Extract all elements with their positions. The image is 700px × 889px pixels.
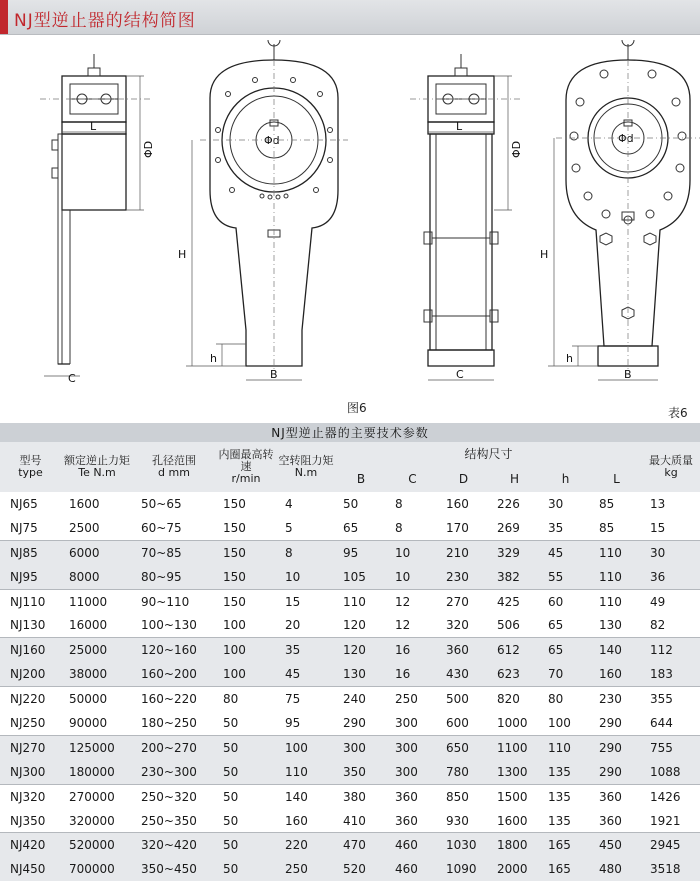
table-cell: 15 xyxy=(277,589,335,613)
table-cell: NJ350 xyxy=(0,809,61,833)
table-cell: 75 xyxy=(277,687,335,711)
table-cell: 780 xyxy=(438,760,489,784)
dim-h-label-1: h xyxy=(210,352,217,365)
table-cell: 50 xyxy=(215,711,277,735)
table-cell: 382 xyxy=(489,565,540,589)
table-cell: 8 xyxy=(387,492,438,516)
table-cell: 150 xyxy=(215,589,277,613)
table-cell: 250~320 xyxy=(133,784,215,808)
header-dim-D: D xyxy=(438,466,489,492)
dim-B-label-2: B xyxy=(624,368,632,381)
title-accent-bar xyxy=(0,0,8,34)
table-cell: 110 xyxy=(335,589,387,613)
table-cell: 1800 xyxy=(489,833,540,857)
table-cell: 110 xyxy=(591,589,642,613)
table-cell: 180~250 xyxy=(133,711,215,735)
table-row xyxy=(0,662,700,686)
table-cell: 1088 xyxy=(642,760,700,784)
table-cell: 90~110 xyxy=(133,589,215,613)
front-view-small xyxy=(178,40,348,381)
table-cell: NJ300 xyxy=(0,760,61,784)
table-cell: 100 xyxy=(215,613,277,637)
table-cell: 36 xyxy=(642,565,700,589)
table-cell: NJ320 xyxy=(0,784,61,808)
table-cell: 329 xyxy=(489,540,540,564)
spec-table xyxy=(0,423,700,881)
header-mass: 最大质量 kg xyxy=(642,442,700,492)
table-row xyxy=(0,613,700,637)
table-cell: 290 xyxy=(335,711,387,735)
table-cell: 226 xyxy=(489,492,540,516)
table-cell: 150 xyxy=(215,516,277,540)
table-cell: 250~350 xyxy=(133,809,215,833)
table-cell: 82 xyxy=(642,613,700,637)
table-cell: 600 xyxy=(438,711,489,735)
table-cell: 8000 xyxy=(61,565,133,589)
table-cell: 50 xyxy=(215,857,277,881)
dim-h-label-2: h xyxy=(566,352,573,365)
table-cell: 360 xyxy=(387,784,438,808)
table-cell: 230 xyxy=(591,687,642,711)
table-cell: 1100 xyxy=(489,735,540,759)
table-cell: 1090 xyxy=(438,857,489,881)
header-torque: 额定逆止力矩 Te N.m xyxy=(61,442,133,492)
table-cell: 160~220 xyxy=(133,687,215,711)
table-cell: 100 xyxy=(540,711,591,735)
table-cell: NJ220 xyxy=(0,687,61,711)
table-cell: 1300 xyxy=(489,760,540,784)
table-cell: 100 xyxy=(215,638,277,662)
table-cell: 300 xyxy=(335,735,387,759)
table-cell: 50 xyxy=(215,735,277,759)
table-cell: 270000 xyxy=(61,784,133,808)
table-cell: 3518 xyxy=(642,857,700,881)
structure-drawings xyxy=(0,40,700,400)
table-cell: 360 xyxy=(591,809,642,833)
table-cell: 820 xyxy=(489,687,540,711)
table-cell: 120~160 xyxy=(133,638,215,662)
table-cell: 120 xyxy=(335,638,387,662)
table-cell: 70 xyxy=(540,662,591,686)
table-row xyxy=(0,540,700,564)
table-cell: 200~270 xyxy=(133,735,215,759)
table-cell: NJ75 xyxy=(0,516,61,540)
table-cell: 12 xyxy=(387,589,438,613)
header-dim-h: h xyxy=(540,466,591,492)
table-row xyxy=(0,833,700,857)
table-row xyxy=(0,687,700,711)
table-cell: 60~75 xyxy=(133,516,215,540)
table-row xyxy=(0,711,700,735)
table-cell: 100~130 xyxy=(133,613,215,637)
table-cell: 49 xyxy=(642,589,700,613)
side-view-small xyxy=(40,54,155,385)
table-cell: 30 xyxy=(540,492,591,516)
table-cell: 110 xyxy=(540,735,591,759)
page-title: NJ型逆止器的结构简图 xyxy=(14,11,196,31)
table-cell: 150 xyxy=(215,492,277,516)
table-cell: 35 xyxy=(540,516,591,540)
header-bore: 孔径范围 d mm xyxy=(133,442,215,492)
table-cell: 250 xyxy=(387,687,438,711)
table-cell: 6000 xyxy=(61,540,133,564)
table-number: 表6 xyxy=(668,406,688,420)
table-cell: 520 xyxy=(335,857,387,881)
table-cell: NJ200 xyxy=(0,662,61,686)
table-cell: 10 xyxy=(387,540,438,564)
dim-H-label-1: H xyxy=(178,248,187,261)
table-cell: 130 xyxy=(335,662,387,686)
header-dimensions: 结构尺寸 xyxy=(335,442,642,466)
table-cell: 450 xyxy=(591,833,642,857)
table-cell: 150 xyxy=(215,565,277,589)
table-cell: 110 xyxy=(591,540,642,564)
table-row xyxy=(0,760,700,784)
table-cell: 320 xyxy=(438,613,489,637)
table-cell: 1500 xyxy=(489,784,540,808)
table-row xyxy=(0,784,700,808)
table-cell: 50~65 xyxy=(133,492,215,516)
table-cell: 470 xyxy=(335,833,387,857)
dim-C-label-1: C xyxy=(68,372,76,385)
table-cell: 1426 xyxy=(642,784,700,808)
table-cell: 290 xyxy=(591,735,642,759)
table-cell: 80~95 xyxy=(133,565,215,589)
table-cell: 165 xyxy=(540,857,591,881)
header-idle-torque: 空转阻力矩 N.m xyxy=(277,442,335,492)
table-cell: 45 xyxy=(540,540,591,564)
table-cell: 500 xyxy=(438,687,489,711)
dim-D-label-2: ΦD xyxy=(510,140,523,158)
table-cell: 160 xyxy=(277,809,335,833)
table-cell: 380 xyxy=(335,784,387,808)
table-cell: 300 xyxy=(387,760,438,784)
table-cell: 16 xyxy=(387,662,438,686)
header-dim-H: H xyxy=(489,466,540,492)
table-cell: 850 xyxy=(438,784,489,808)
table-cell: 35 xyxy=(277,638,335,662)
table-cell: 425 xyxy=(489,589,540,613)
table-cell: 85 xyxy=(591,492,642,516)
header-dim-L: L xyxy=(591,466,642,492)
table-cell: 50 xyxy=(215,833,277,857)
table-cell: 60 xyxy=(540,589,591,613)
table-caption: NJ型逆止器的主要技术参数 xyxy=(0,423,700,442)
table-cell: 135 xyxy=(540,809,591,833)
table-cell: 130 xyxy=(591,613,642,637)
table-cell: 269 xyxy=(489,516,540,540)
table-cell: 240 xyxy=(335,687,387,711)
table-cell: 45 xyxy=(277,662,335,686)
table-cell: 165 xyxy=(540,833,591,857)
header-speed: 内圈最高转速 r/min xyxy=(215,442,277,492)
figure-caption: 图6 xyxy=(347,401,367,415)
table-cell: 65 xyxy=(540,613,591,637)
table-cell: 30 xyxy=(642,540,700,564)
table-cell: 95 xyxy=(277,711,335,735)
table-cell: 100 xyxy=(277,735,335,759)
table-cell: 360 xyxy=(591,784,642,808)
table-cell: 220 xyxy=(277,833,335,857)
table-cell: 755 xyxy=(642,735,700,759)
table-cell: 10 xyxy=(387,565,438,589)
table-cell: NJ65 xyxy=(0,492,61,516)
table-cell: 55 xyxy=(540,565,591,589)
spec-table-body xyxy=(0,492,700,881)
side-view-large xyxy=(410,54,523,381)
table-cell: 480 xyxy=(591,857,642,881)
table-cell: 180000 xyxy=(61,760,133,784)
table-cell: NJ420 xyxy=(0,833,61,857)
dim-d-label-1: Φd xyxy=(264,134,280,147)
table-cell: 460 xyxy=(387,857,438,881)
table-cell: NJ450 xyxy=(0,857,61,881)
header-dim-B: B xyxy=(335,466,387,492)
header-dim-C: C xyxy=(387,466,438,492)
table-cell: 350~450 xyxy=(133,857,215,881)
table-cell: 290 xyxy=(591,711,642,735)
table-cell: 70~85 xyxy=(133,540,215,564)
table-cell: 140 xyxy=(591,638,642,662)
table-row xyxy=(0,516,700,540)
table-cell: 38000 xyxy=(61,662,133,686)
dim-D-label-1: ΦD xyxy=(142,140,155,158)
table-cell: 90000 xyxy=(61,711,133,735)
table-cell: NJ85 xyxy=(0,540,61,564)
table-row xyxy=(0,809,700,833)
table-cell: 300 xyxy=(387,711,438,735)
table-cell: 2945 xyxy=(642,833,700,857)
header-type: 型号 type xyxy=(0,442,61,492)
table-cell: 210 xyxy=(438,540,489,564)
table-cell: 1030 xyxy=(438,833,489,857)
front-view-large xyxy=(540,40,700,381)
table-cell: 650 xyxy=(438,735,489,759)
table-cell: 4 xyxy=(277,492,335,516)
table-cell: 270 xyxy=(438,589,489,613)
table-cell: 95 xyxy=(335,540,387,564)
table-cell: 112 xyxy=(642,638,700,662)
table-cell: NJ160 xyxy=(0,638,61,662)
table-cell: 16000 xyxy=(61,613,133,637)
table-cell: 150 xyxy=(215,540,277,564)
table-cell: 170 xyxy=(438,516,489,540)
table-cell: 11000 xyxy=(61,589,133,613)
table-cell: 360 xyxy=(387,809,438,833)
table-cell: 50000 xyxy=(61,687,133,711)
table-cell: 430 xyxy=(438,662,489,686)
table-cell: NJ110 xyxy=(0,589,61,613)
table-cell: 65 xyxy=(540,638,591,662)
table-cell: 355 xyxy=(642,687,700,711)
table-cell: 506 xyxy=(489,613,540,637)
table-cell: 50 xyxy=(215,809,277,833)
table-cell: 105 xyxy=(335,565,387,589)
dim-L-label-2: L xyxy=(456,120,463,133)
table-cell: 623 xyxy=(489,662,540,686)
table-cell: 410 xyxy=(335,809,387,833)
table-cell: NJ95 xyxy=(0,565,61,589)
table-cell: 644 xyxy=(642,711,700,735)
table-cell: 20 xyxy=(277,613,335,637)
table-cell: 80 xyxy=(540,687,591,711)
table-row xyxy=(0,857,700,881)
table-cell: 1600 xyxy=(61,492,133,516)
dim-d-label-2: Φd xyxy=(618,132,634,145)
table-cell: 612 xyxy=(489,638,540,662)
table-row xyxy=(0,589,700,613)
table-cell: 65 xyxy=(335,516,387,540)
table-cell: NJ270 xyxy=(0,735,61,759)
table-cell: 135 xyxy=(540,760,591,784)
table-cell: 1921 xyxy=(642,809,700,833)
table-cell: 100 xyxy=(215,662,277,686)
table-cell: 1000 xyxy=(489,711,540,735)
table-cell: 110 xyxy=(591,565,642,589)
table-cell: 120 xyxy=(335,613,387,637)
dim-C-label-2: C xyxy=(456,368,464,381)
table-cell: 8 xyxy=(277,540,335,564)
dim-L-label-1: L xyxy=(90,120,97,133)
table-cell: 5 xyxy=(277,516,335,540)
table-row xyxy=(0,565,700,589)
table-cell: 160~200 xyxy=(133,662,215,686)
table-cell: 520000 xyxy=(61,833,133,857)
table-cell: 2500 xyxy=(61,516,133,540)
table-cell: 50 xyxy=(215,784,277,808)
table-row xyxy=(0,638,700,662)
table-cell: 2000 xyxy=(489,857,540,881)
table-cell: 50 xyxy=(215,760,277,784)
table-cell: 230 xyxy=(438,565,489,589)
table-cell: 930 xyxy=(438,809,489,833)
table-cell: 700000 xyxy=(61,857,133,881)
dim-H-label-2: H xyxy=(540,248,549,261)
table-cell: 290 xyxy=(591,760,642,784)
table-cell: 85 xyxy=(591,516,642,540)
table-cell: 1600 xyxy=(489,809,540,833)
table-row xyxy=(0,735,700,759)
table-cell: 15 xyxy=(642,516,700,540)
table-cell: 125000 xyxy=(61,735,133,759)
table-cell: 250 xyxy=(277,857,335,881)
table-cell: 12 xyxy=(387,613,438,637)
table-cell: 160 xyxy=(591,662,642,686)
table-cell: 460 xyxy=(387,833,438,857)
table-cell: 50 xyxy=(335,492,387,516)
table-cell: 230~300 xyxy=(133,760,215,784)
table-cell: 320~420 xyxy=(133,833,215,857)
table-cell: 183 xyxy=(642,662,700,686)
table-cell: 160 xyxy=(438,492,489,516)
table-cell: NJ130 xyxy=(0,613,61,637)
table-cell: 80 xyxy=(215,687,277,711)
table-cell: 8 xyxy=(387,516,438,540)
table-cell: 135 xyxy=(540,784,591,808)
table-cell: 300 xyxy=(387,735,438,759)
table-cell: 16 xyxy=(387,638,438,662)
table-cell: 140 xyxy=(277,784,335,808)
table-cell: 13 xyxy=(642,492,700,516)
table-cell: NJ250 xyxy=(0,711,61,735)
dim-B-label-1: B xyxy=(270,368,278,381)
table-cell: 360 xyxy=(438,638,489,662)
table-row xyxy=(0,492,700,516)
table-cell: 25000 xyxy=(61,638,133,662)
table-cell: 110 xyxy=(277,760,335,784)
table-cell: 350 xyxy=(335,760,387,784)
table-cell: 10 xyxy=(277,565,335,589)
title-bar xyxy=(0,0,700,35)
table-cell: 320000 xyxy=(61,809,133,833)
